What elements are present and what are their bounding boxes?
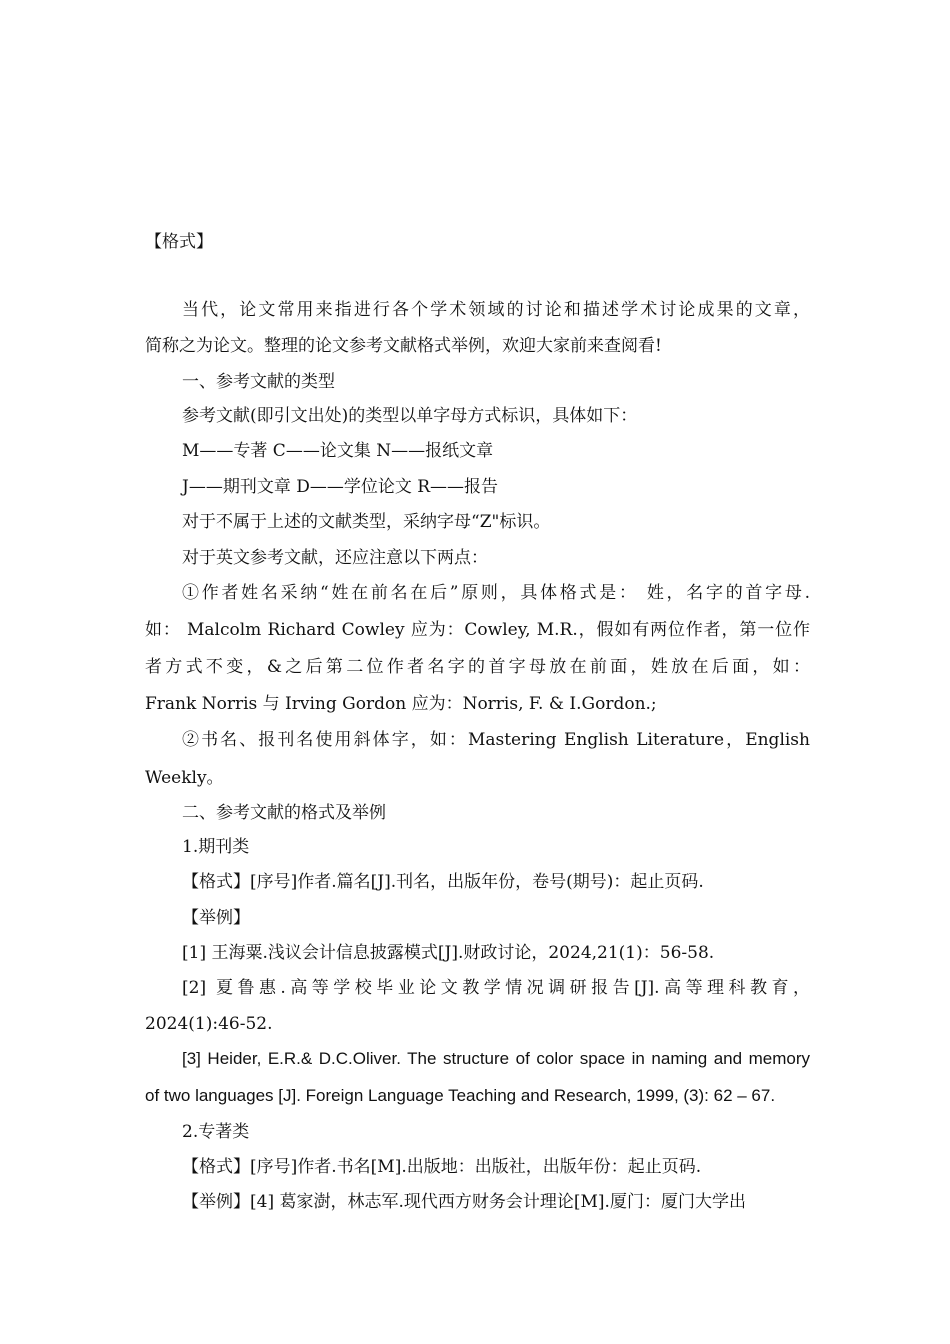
paragraph-line: 对于英文参考文献，还应注意以下两点：: [182, 548, 488, 568]
subheading: 二、参考文献的格式及举例: [182, 803, 386, 823]
paragraph-line: ②书名、报刊名使用斜体字，如：Mastering English Literature，English: [182, 730, 810, 750]
reference-entry: [3] Heider, E.R.& D.C.Oliver. The structure of color space in naming and memory: [182, 1049, 810, 1068]
reference-entry: [1] 王海粟.浅议会计信息披露模式[J].财政讨论，2024,21(1)：56-58.: [182, 943, 715, 963]
reference-entry: [2] 夏鲁惠.高等学校毕业论文教学情况调研报告[J].高等理科教育，: [182, 978, 810, 998]
type-list-line: J——期刊文章 D——学位论文 R——报告: [182, 477, 499, 497]
paragraph-line: ①作者姓名采纳“姓在前名在后”原则，具体格式是： 姓，名字的首字母.: [182, 583, 810, 603]
format-line: 【格式】[序号]作者.书名[M].出版地：出版社，出版年份：起止页码.: [182, 1157, 702, 1177]
paragraph-line: 如： Malcolm Richard Cowley 应为：Cowley, M.R.，假如有两位作者，第一位作: [145, 620, 810, 640]
reference-entry: of two languages [J]. Foreign Language Teaching and Research, 1999, (3): 62 – 67.: [145, 1086, 776, 1105]
paragraph-line: 者方式不变，&之后第二位作者名字的首字母放在前面，姓放在后面，如：: [145, 657, 810, 677]
example-label: 【举例】: [182, 908, 250, 928]
format-line: 【格式】[序号]作者.篇名[J].刊名，出版年份，卷号(期号)：起止页码.: [182, 872, 704, 892]
paragraph-line: 对于不属于上述的文献类型，采纳字母“Z"标识。: [182, 512, 551, 532]
paragraph-line: Frank Norris 与 Irving Gordon 应为：Norris, F. & I.Gordon.;: [145, 694, 657, 714]
type-list-line: M——专著 C——论文集 N——报纸文章: [182, 441, 494, 461]
paragraph-line: 简称之为论文。整理的论文参考文献格式举例，欢迎大家前来查阅看!: [145, 336, 662, 356]
subheading: 一、参考文献的类型: [182, 372, 335, 392]
reference-entry: 2024(1):46-52.: [145, 1014, 273, 1034]
paragraph-line: 参考文献(即引文出处)的类型以单字母方式标识，具体如下：: [182, 406, 638, 426]
paragraph-line: Weekly。: [145, 768, 224, 788]
section-heading: 【格式】: [145, 232, 213, 252]
subheading: 1.期刊类: [182, 837, 250, 857]
paragraph-line: 当代，论文常用来指进行各个学术领域的讨论和描述学术讨论成果的文章，: [182, 300, 810, 320]
subheading: 2.专著类: [182, 1122, 250, 1142]
reference-entry: 【举例】[4] 葛家澍，林志军.现代西方财务会计理论[M].厦门：厦门大学出: [182, 1192, 746, 1212]
